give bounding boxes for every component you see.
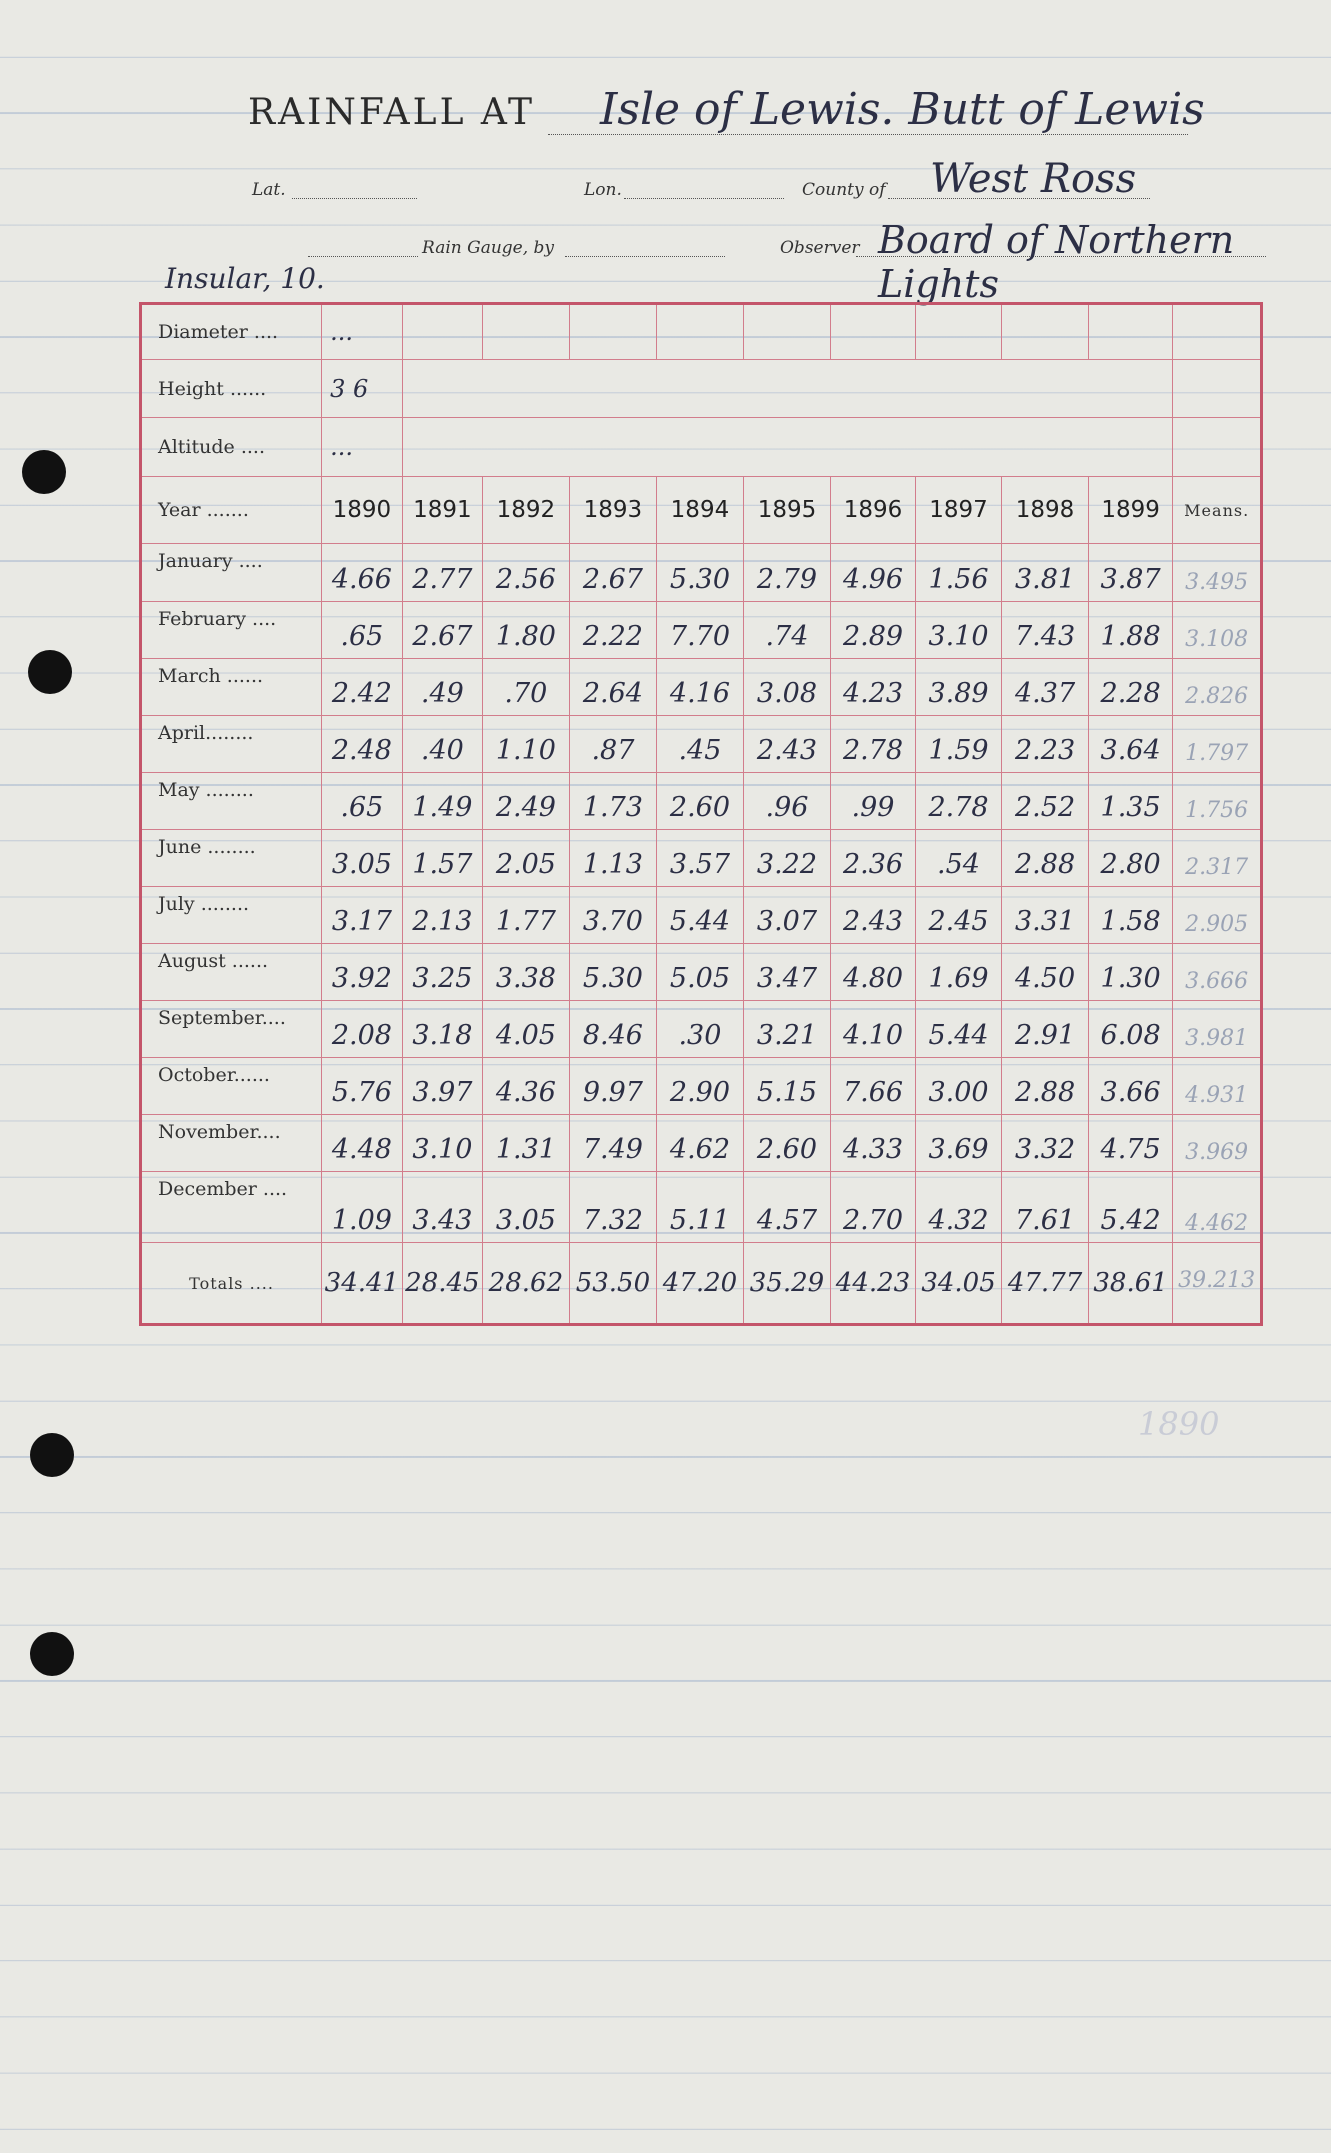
rainfall-value: 2.48 xyxy=(322,715,403,772)
rainfall-value: 7.32 xyxy=(569,1171,657,1242)
month-label: April........ xyxy=(141,715,322,772)
year-1890: 1890 xyxy=(322,477,403,544)
monthly-mean: 3.108 xyxy=(1173,601,1262,658)
rainfall-value: 4.32 xyxy=(915,1171,1002,1242)
punch-hole xyxy=(22,450,66,494)
rainfall-value: 2.88 xyxy=(1002,1057,1089,1114)
total-cell: 44.23 xyxy=(831,1243,916,1325)
monthly-mean: 4.931 xyxy=(1173,1057,1262,1114)
rainfall-value: 5.44 xyxy=(915,1000,1002,1057)
rainfall-value: 1.59 xyxy=(915,715,1002,772)
faint-year-mark: 1890 xyxy=(1138,1405,1220,1443)
rainfall-value: 1.88 xyxy=(1088,601,1173,658)
punch-hole xyxy=(28,650,72,694)
rainfall-value: .45 xyxy=(657,715,744,772)
rainfall-value: 6.08 xyxy=(1088,1000,1173,1057)
rainfall-value: 2.43 xyxy=(743,715,831,772)
rainfall-value: 1.09 xyxy=(322,1171,403,1242)
rainfall-value: 2.88 xyxy=(1002,829,1089,886)
rainfall-value: .70 xyxy=(483,658,570,715)
rainfall-value: 5.76 xyxy=(322,1057,403,1114)
rainfall-value: 7.66 xyxy=(831,1057,916,1114)
total-cell: 34.41 xyxy=(322,1243,403,1325)
rainfall-value: 7.43 xyxy=(1002,601,1089,658)
rainfall-value: 3.31 xyxy=(1002,886,1089,943)
year-1895: 1895 xyxy=(743,477,831,544)
total-cell: 28.45 xyxy=(402,1243,483,1325)
rainfall-value: 5.11 xyxy=(657,1171,744,1242)
month-row xyxy=(141,658,1262,715)
rainfall-value: .49 xyxy=(402,658,483,715)
rainfall-value: 4.75 xyxy=(1088,1114,1173,1171)
month-label: November.... xyxy=(141,1114,322,1171)
rainfall-value: 2.79 xyxy=(743,544,831,601)
rainfall-value: 2.05 xyxy=(483,829,570,886)
rainfall-value: 1.80 xyxy=(483,601,570,658)
rainfall-value: 3.92 xyxy=(322,943,403,1000)
rainfall-value: 1.58 xyxy=(1088,886,1173,943)
month-row xyxy=(141,544,1262,601)
rainfall-value: 3.89 xyxy=(915,658,1002,715)
rainfall-value: 2.70 xyxy=(831,1171,916,1242)
county-value: West Ross xyxy=(930,156,1137,202)
rainfall-value: 1.57 xyxy=(402,829,483,886)
altitude-label: Altitude .... xyxy=(141,418,322,477)
rainfall-value: 5.30 xyxy=(657,544,744,601)
rainfall-value: .30 xyxy=(657,1000,744,1057)
rainfall-value: .40 xyxy=(402,715,483,772)
rainfall-value: 2.60 xyxy=(657,772,744,829)
year-1896: 1896 xyxy=(831,477,916,544)
monthly-mean: 3.495 xyxy=(1173,544,1262,601)
rainfall-value: 3.08 xyxy=(743,658,831,715)
rainfall-value: 1.10 xyxy=(483,715,570,772)
means-header: Means. xyxy=(1173,477,1262,544)
rainfall-value: 4.62 xyxy=(657,1114,744,1171)
lat-line xyxy=(292,198,417,199)
rainfall-value: 2.89 xyxy=(831,601,916,658)
totals-mean: 39.213 xyxy=(1173,1243,1262,1325)
total-cell: 38.61 xyxy=(1088,1243,1173,1325)
monthly-mean: 1.756 xyxy=(1173,772,1262,829)
rainfall-value: 2.22 xyxy=(569,601,657,658)
rainfall-value: 3.00 xyxy=(915,1057,1002,1114)
month-row xyxy=(141,1114,1262,1171)
station-name: Isle of Lewis. Butt of Lewis xyxy=(600,84,1205,135)
monthly-mean: 2.905 xyxy=(1173,886,1262,943)
total-cell: 28.62 xyxy=(483,1243,570,1325)
rainfall-value: 1.13 xyxy=(569,829,657,886)
rainfall-value: .65 xyxy=(322,772,403,829)
monthly-mean: 2.826 xyxy=(1173,658,1262,715)
year-1897: 1897 xyxy=(915,477,1002,544)
month-label: June ........ xyxy=(141,829,322,886)
month-label: August ...... xyxy=(141,943,322,1000)
rainfall-value: 1.56 xyxy=(915,544,1002,601)
rainfall-value: 1.49 xyxy=(402,772,483,829)
total-cell: 47.20 xyxy=(657,1243,744,1325)
month-row xyxy=(141,1000,1262,1057)
diameter-row xyxy=(141,304,1262,360)
monthly-mean: 1.797 xyxy=(1173,715,1262,772)
rainfall-value: 3.43 xyxy=(402,1171,483,1242)
rainfall-value: 7.49 xyxy=(569,1114,657,1171)
rainfall-value: 2.49 xyxy=(483,772,570,829)
year-1898: 1898 xyxy=(1002,477,1089,544)
rainfall-value: 5.15 xyxy=(743,1057,831,1114)
month-row xyxy=(141,943,1262,1000)
year-1892: 1892 xyxy=(483,477,570,544)
totals-row xyxy=(141,1243,1262,1325)
rainfall-value: .96 xyxy=(743,772,831,829)
rainfall-value: 4.66 xyxy=(322,544,403,601)
month-row xyxy=(141,1057,1262,1114)
height-value: 3 6 xyxy=(322,360,403,418)
rainfall-value: 3.64 xyxy=(1088,715,1173,772)
rainfall-value: 2.36 xyxy=(831,829,916,886)
rainfall-value: 4.16 xyxy=(657,658,744,715)
rainfall-value: 5.42 xyxy=(1088,1171,1173,1242)
rain-gauge-label: Rain Gauge, by xyxy=(422,238,555,258)
rainfall-value: 3.05 xyxy=(322,829,403,886)
rainfall-value: 3.05 xyxy=(483,1171,570,1242)
month-label: January .... xyxy=(141,544,322,601)
rainfall-value: 4.50 xyxy=(1002,943,1089,1000)
rainfall-value: 3.70 xyxy=(569,886,657,943)
rainfall-value: 3.66 xyxy=(1088,1057,1173,1114)
rainfall-value: 4.10 xyxy=(831,1000,916,1057)
month-label: October...... xyxy=(141,1057,322,1114)
monthly-mean: 4.462 xyxy=(1173,1171,1262,1242)
observer-value: Board of Northern Lights xyxy=(878,218,1235,306)
month-label: May ........ xyxy=(141,772,322,829)
rainfall-value: 3.25 xyxy=(402,943,483,1000)
rainfall-value: 4.37 xyxy=(1002,658,1089,715)
rainfall-value: 4.05 xyxy=(483,1000,570,1057)
rainfall-value: 3.21 xyxy=(743,1000,831,1057)
gauge-maker-line xyxy=(308,256,418,257)
rainfall-value: 2.91 xyxy=(1002,1000,1089,1057)
month-label: February .... xyxy=(141,601,322,658)
rainfall-value: 2.67 xyxy=(569,544,657,601)
monthly-mean: 3.981 xyxy=(1173,1000,1262,1057)
month-row xyxy=(141,601,1262,658)
month-rows xyxy=(141,544,1262,1243)
county-label: County of xyxy=(802,180,886,200)
month-label: December .... xyxy=(141,1171,322,1242)
rainfall-value: .99 xyxy=(831,772,916,829)
rainfall-value: .74 xyxy=(743,601,831,658)
rainfall-value: 4.57 xyxy=(743,1171,831,1242)
rainfall-value: 2.23 xyxy=(1002,715,1089,772)
rainfall-value: 7.61 xyxy=(1002,1171,1089,1242)
rainfall-value: 9.97 xyxy=(569,1057,657,1114)
rainfall-value: 2.67 xyxy=(402,601,483,658)
rainfall-value: 1.35 xyxy=(1088,772,1173,829)
totals-label: Totals .... xyxy=(141,1243,322,1325)
rainfall-value: 2.08 xyxy=(322,1000,403,1057)
month-row xyxy=(141,1171,1262,1242)
rainfall-value: 1.31 xyxy=(483,1114,570,1171)
rainfall-value: 3.10 xyxy=(915,601,1002,658)
rainfall-value: 2.78 xyxy=(831,715,916,772)
diameter-label: Diameter .... xyxy=(141,304,322,360)
rainfall-value: 4.33 xyxy=(831,1114,916,1171)
total-cell: 53.50 xyxy=(569,1243,657,1325)
rainfall-value: 2.60 xyxy=(743,1114,831,1171)
month-row xyxy=(141,886,1262,943)
rainfall-value: 4.80 xyxy=(831,943,916,1000)
month-label: March ...... xyxy=(141,658,322,715)
rainfall-table xyxy=(139,302,1263,1326)
rainfall-value: 3.69 xyxy=(915,1114,1002,1171)
rainfall-value: 3.17 xyxy=(322,886,403,943)
year-label: Year ....... xyxy=(141,477,322,544)
lat-label: Lat. xyxy=(252,180,286,200)
total-cell: 47.77 xyxy=(1002,1243,1089,1325)
page-title: RAINFALL AT xyxy=(248,92,535,133)
monthly-mean: 2.317 xyxy=(1173,829,1262,886)
rainfall-value: .87 xyxy=(569,715,657,772)
month-label: July ........ xyxy=(141,886,322,943)
rainfall-value: 3.97 xyxy=(402,1057,483,1114)
month-row xyxy=(141,829,1262,886)
rainfall-value: 1.77 xyxy=(483,886,570,943)
rainfall-value: 4.23 xyxy=(831,658,916,715)
rainfall-value: 4.36 xyxy=(483,1057,570,1114)
monthly-mean: 3.969 xyxy=(1173,1114,1262,1171)
rainfall-value: 1.30 xyxy=(1088,943,1173,1000)
rainfall-value: 3.47 xyxy=(743,943,831,1000)
height-row xyxy=(141,360,1262,418)
month-row xyxy=(141,772,1262,829)
rainfall-value: 3.22 xyxy=(743,829,831,886)
rainfall-value: 3.07 xyxy=(743,886,831,943)
rainfall-value: 3.81 xyxy=(1002,544,1089,601)
rainfall-value: 2.45 xyxy=(915,886,1002,943)
rainfall-value: 3.57 xyxy=(657,829,744,886)
rainfall-value: 2.42 xyxy=(322,658,403,715)
rainfall-value: .65 xyxy=(322,601,403,658)
monthly-mean: 3.666 xyxy=(1173,943,1262,1000)
month-label: September.... xyxy=(141,1000,322,1057)
rainfall-value: 2.56 xyxy=(483,544,570,601)
gauge-note: Insular, 10. xyxy=(165,262,325,295)
height-label: Height ...... xyxy=(141,360,322,418)
rainfall-value: 2.80 xyxy=(1088,829,1173,886)
month-row xyxy=(141,715,1262,772)
rainfall-value: 4.96 xyxy=(831,544,916,601)
rainfall-value: 3.87 xyxy=(1088,544,1173,601)
rainfall-value: 2.78 xyxy=(915,772,1002,829)
altitude-value: ... xyxy=(322,418,403,477)
year-1894: 1894 xyxy=(657,477,744,544)
observer-label: Observer xyxy=(780,238,860,258)
rainfall-value: 2.13 xyxy=(402,886,483,943)
rainfall-value: 2.43 xyxy=(831,886,916,943)
rainfall-value: 5.44 xyxy=(657,886,744,943)
rainfall-value: 4.48 xyxy=(322,1114,403,1171)
lon-line xyxy=(624,198,784,199)
rainfall-value: 3.32 xyxy=(1002,1114,1089,1171)
rainfall-value: 5.30 xyxy=(569,943,657,1000)
rainfall-value: 7.70 xyxy=(657,601,744,658)
rainfall-value: 5.05 xyxy=(657,943,744,1000)
year-1893: 1893 xyxy=(569,477,657,544)
total-cell: 34.05 xyxy=(915,1243,1002,1325)
rainfall-value: 2.64 xyxy=(569,658,657,715)
altitude-row xyxy=(141,418,1262,477)
rainfall-value: 3.38 xyxy=(483,943,570,1000)
diameter-value: ... xyxy=(322,304,403,360)
rainfall-value: 2.77 xyxy=(402,544,483,601)
punch-hole xyxy=(30,1433,74,1477)
year-row xyxy=(141,477,1262,544)
rainfall-value: 3.18 xyxy=(402,1000,483,1057)
rainfall-value: 1.69 xyxy=(915,943,1002,1000)
rainfall-value: 2.90 xyxy=(657,1057,744,1114)
rainfall-value: 2.52 xyxy=(1002,772,1089,829)
rainfall-value: 8.46 xyxy=(569,1000,657,1057)
rainfall-value: .54 xyxy=(915,829,1002,886)
year-1891: 1891 xyxy=(402,477,483,544)
total-cell: 35.29 xyxy=(743,1243,831,1325)
punch-hole xyxy=(30,1632,74,1676)
gauge-line xyxy=(565,256,725,257)
rainfall-value: 1.73 xyxy=(569,772,657,829)
rainfall-value: 2.28 xyxy=(1088,658,1173,715)
year-1899: 1899 xyxy=(1088,477,1173,544)
lon-label: Lon. xyxy=(584,180,622,200)
rainfall-value: 3.10 xyxy=(402,1114,483,1171)
